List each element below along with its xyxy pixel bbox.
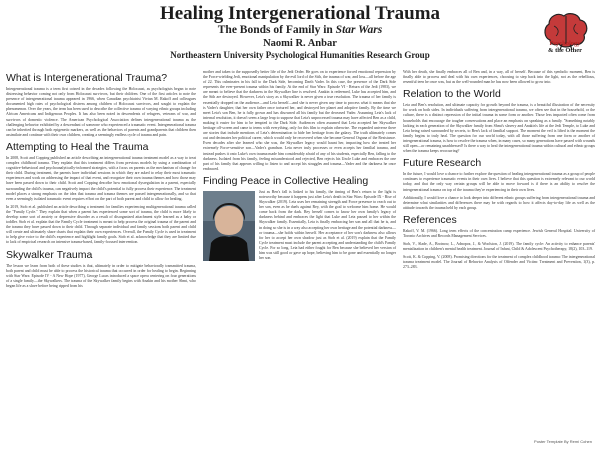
paragraph: In 2019, Stob et al. published an article describing a treatment for families experiencing multigenerational trauma called the "Family Cycle." They explain that when a parent has experienced some sort of trauma, the child is more likely to develop some sort of anxiety or depressive disorder as a result of disorganized attachment style learned as a baby or toddler. Stob et al. explain that the Family Cycle treatment is meant to help process the original trauma of the parent and the trauma they have passed down to their child. Through separate individual and family sessions both parent and child will create and ultimately share charts that explain their own experiences. Overall, the Family Cycle is used in treatment to help give voice to the child's experience and highlight family goals. Stob et al. acknowledge that they are limited due to lack of empirical research on intensive trauma-based, family-focused intervention.: [6, 204, 196, 245]
character-portrait-icon: [203, 191, 255, 261]
paragraph: mother and taken to the supposedly better life of the Jedi Order. He goes on to experience forced emotional repression by the Force-wielding Jedi, emotional manipulation by the evil lord of the Sith, the trauma of war, and loss—all before the age of 22. This culminates in his fall to the Dark Side, becoming Darth Vader. In this case, the presence of the Dark Side represents the ever-present trauma within his family. At the end of Star Wars: Episode VI - Return of the Jedi (1983), we are meant to believe that the darkness in the Skywalker line is resolved. Anakin is redeemed, Luke has accepted him, and the Sith are destroyed. However, Leia's story as a Skywalker is never given a true resolution. The trauma of her family is essentially dropped on the audience—and Leia herself—and she is never given any time to process what it means that she is Vader's daughter; that her own father once tortured her, and destroyed her planet and adoptive family. By the time we meet Leia's son Ben, he is fully grown and has disowned all his family but the deceased Vader. Assuming Leia's lack of internal resolution, it doesn't seem a large leap to suppose that Leia's unprocessed trauma may have affected Ben as a child, making it easier for him to be tempted to the Dark Side. Audiences often assumed that Leia accepted her Skywalker heritage off-screen and came to terms with everything, only for this film to explain otherwise. The expanded universe there are stories that include mentions of Leia's determination to hide her heritage from the galaxy. The truth ultimately comes out and decimates her political career, which would only be recovered when she became General Organa of the Resistance. Even decades after she learned who she was, the Skywalker legacy would haunt her, impacting how she treated her extremely Force-sensitive son—Vader's grandson. Leia never truly processes or even accepts her familial trauma, and instead pushes it onto Luke's own trauma made him considerably afraid of any of his students, especially Ben, falling to the darkness. Isolated from his family, feeling misunderstood and rejected, Ben rejects his Uncle Luke and embraces the one part of his family that appears willing to listen to and accept his struggles and trauma—Vader and the darkness he once embraced.: [203, 70, 396, 171]
character-photo: [203, 191, 255, 261]
section-heading: References: [403, 213, 457, 226]
subtitle-text: The Bonds of Family in: [217, 24, 336, 36]
section-heading: Skywalker Trauma: [6, 248, 93, 261]
reference-item: Rakoff, V. M. (1966). Long term effects of the concentration camp experience. Jewish General Hospital. University of Toronto Archives and Records Management Services.: [403, 228, 595, 238]
paragraph: In 2008, Scott and Copping published an article describing an intergenerational trauma treatment model as a way to treat complex childhood trauma. They explain that this treatment differs from previous models by using a combination of cognitive-behavioral and psychoanalytically-informed strategies, with a focus on parents as the mechanism of change for their child. During treatment, the parents have individual sessions in which they are asked to relay their most traumatic experiences and work on addressing the impact of that event, and recognize their own trauma themes and how those may have been passed down to their child. Scott and Copping describe how emotional dysregulation in a parent, especially surrounding the child's trauma, can negatively impact the child's potential to fully process their experience. The treatment model places a strong emphasis on the idea that trauma and trauma themes are passed intergenerationally, and so that even a seemingly isolated traumatic event requires effort on the part of both parent and child to allow for healing.: [6, 155, 196, 201]
subtitle-italic: Star Wars: [335, 24, 383, 36]
logo-text: [534, 40, 596, 54]
section-heading: Future Research: [403, 157, 482, 170]
column-left: [6, 70, 196, 292]
poster-header: [0, 0, 600, 60]
section-heading: Finding Peace in Collective Healing: [203, 174, 369, 187]
logo-line2: & the Other: [548, 47, 582, 54]
paragraph: In the future, I would love a chance to further explore the question of healing intergenerational trauma as a group of people continues to experience traumatic events in their own lives. I believe that this question is extremely relevant to our world today, and that the only way certain groups will be able to move forward is if there is an ability to resolve the intergenerational trauma on top of the trauma they're experiencing in their own lives.: [403, 172, 595, 192]
reference-item: Scott, K. & Copping, V. (2008). Promising directions for the treatment of complex childhood trauma: The intergenerational trauma treatment model. The Journal of Behavior Analysis of Offender and Victim: Treatment and Prevention, 1(3), p. 273–283.: [403, 255, 595, 270]
column-right: [403, 70, 595, 274]
paragraph: The lesson we learn from both of these studies is that, ultimately in order to mitigate behaviorally transmitted trauma, both parent and child must be able to process the historical trauma that occurred in order for healing to begin. Beginning with Star Wars: Episode IV - A New Hope (1977), George Lucas introduced a space opera centering on four generations of a single family—the Skywalkers. The trauma of the Skywalker family begins with Anakin and his mother Shmi, who began life as a slave before being ripped from his: [6, 263, 196, 288]
paragraph: Additionally, I would love a chance to look deeper into different ethnic groups suffering from intergenerational trauma and determine what similarities and differences there may be with regards to how it affects day-to-day life as well as the attitude towards the trauma held by each group.: [403, 195, 595, 210]
paragraph: Just as Ben's fall is linked to his family, the timing of Ben's return to the light is noteworthy because it happens just after Leia's death in Star Wars: Episode IX - Rise of Skywalker (2019). Leia uses her remaining strength and Force presence to reach out to her son, even as he duels against Rey, with the goal to welcome him home. He would come back from the dark. Rey herself comes to know her own family's legacy of darkness behind and embraces the light that Luke and Leia passed to her within the Skywalker family. Essentially, Leia is finally embracing her son and all that he is, and in doing so she is in a way also accepting her own heritage and the potential darkness—or trauma—she holds within herself. Her acceptance of her son's darkness also allows for her to accept her own shadow just as Stob et al. (2019) explain that the Family Cycle treatment must include the parent accepting and understanding the child's Family Cycle. For so long, Leia had either fought for Ben because she believed her version of him was still good or gave up hope, believing him to be gone and essentially no longer her son.: [259, 189, 396, 261]
section-heading: Relation to the World: [403, 88, 501, 101]
paragraph: Intergenerational trauma is a term first coined in the decades following the Holocaust, as psychologists began to note distressing behavior coming not only from Holocaust survivors, but their children. One of the first articles to note the presence of intergenerational trauma appeared in 1966, when Canadian psychiatrist Vivian M. Rakoff and colleagues documented high rates of psychological distress among children of Holocaust survivors, and sought to explain the phenomenon. Over the years, the term has been used to describe the collective trauma of varying ethnic groups including African Americans and Indigenous Peoples. It has also been noted in descendents of refugees, veterans of war, and survivors of domestic violence. The American Psychological Association defines intergenerational trauma as the challenging behavior exhibited by a descendant of someone who experienced a traumatic event. Intergenerational trauma can be inherited through both epigenetic markers, as well as the behaviors of parents and grandparents that children then assimilate and continue with their own children, creating a seemingly endless cycle of trauma and pain.: [6, 87, 196, 137]
template-credit: Poster Template By Remi Cohen: [534, 439, 592, 444]
poster-subtitle: [0, 24, 600, 37]
poster-title: Healing Intergenerational Trauma: [159, 3, 441, 24]
reference-item: Stob, V., Slade, A., Brotnow, L., Adnopoz, J., & Woolston, J. (2019). The family cycle: An activity to enhance parents' mentalization in children's mental health treatment. Journal of Infant, Child & Adolescent Psychotherapy, 18(2), 103–119.: [403, 242, 595, 252]
logo-line1: Psychology: [549, 40, 581, 47]
paragraph: Leia and Ben's resolution, and ultimate capacity for growth beyond the trauma, is a beautiful illustration of the necessity for work on both sides. In individuals suffering from intergenerational trauma, we often see that in the household, or the culture, there is a distinct repression of the initial trauma in some form or another. Those less impacted often come from households that encourage the tougher conversations and place an emphasis on speaking as a family. "Something notably lacking in each generation of the Skywalker family from Shmi's slavery and Anakin's life at the Jedi Temple, to Luke and Leia being raised surrounded by secrets, to Ben's lack of familial support. The moment the veil is lifted is the moment the family begins to truly heal. The question for our world today, with all those suffering from one form or another of intergenerational trauma, is how to resolve the trauma when, in many cases, so many generations have passed with wounds still open—or remaining unaddressed? Is there a way to heal the intergenerational trauma within cultural and ethnic groups when the trauma keeps reoccurring?: [403, 103, 595, 154]
section-heading: What is Intergenerational Trauma?: [6, 72, 168, 84]
affiliation: Northeastern University Psychological Humanities Research Group: [170, 50, 430, 60]
paragraph: With her death, she finally embraces all of Ben and, in a way, all of herself. Because of this symbolic moment, Ben is finally able to process and deal with his own experiences, choosing to step back into the light, not as the rebellious, resentful teen he once was, but as the well-rounded man he has now been allowed to grow into.: [403, 70, 595, 85]
section-heading: Attempting to Heal the Trauma: [6, 140, 149, 153]
author-name: Naomi R. Anbar: [263, 38, 337, 49]
column-middle: [203, 70, 396, 264]
